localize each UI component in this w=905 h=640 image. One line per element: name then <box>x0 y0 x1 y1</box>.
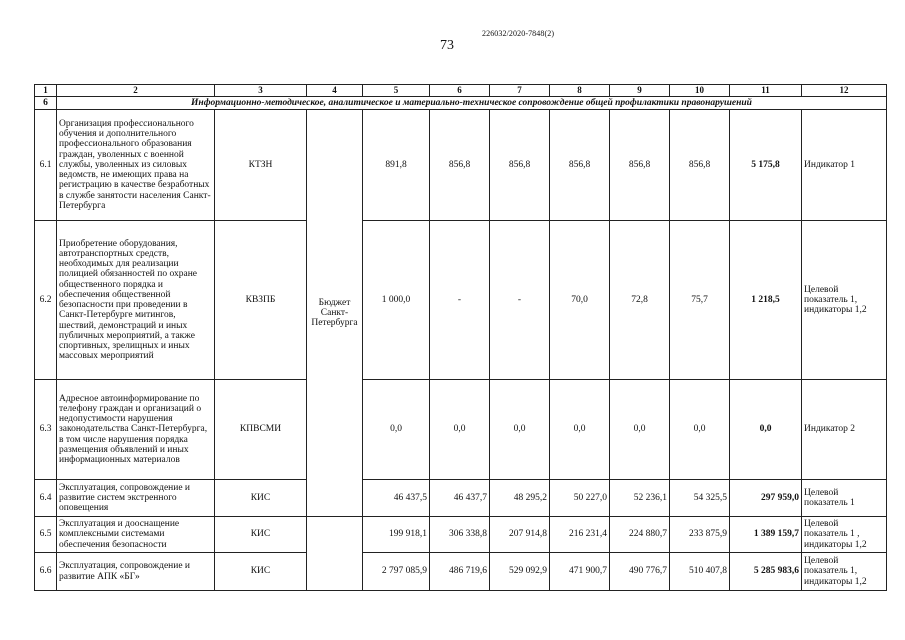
value-col7: 48 295,2 <box>490 480 550 517</box>
section-title: Информационно-методическое, аналитическое и материально-техническое сопровождение общей профилактики правонарушений <box>57 97 887 110</box>
value-col8: 50 227,0 <box>550 480 610 517</box>
row-number: 6.1 <box>35 110 57 221</box>
column-number-header-row <box>35 85 887 97</box>
value-col10: 75,7 <box>670 221 730 380</box>
row-number: 6.5 <box>35 517 57 553</box>
value-col8: 471 900,7 <box>550 553 610 591</box>
value-col6: - <box>430 221 490 380</box>
value-col8: 856,8 <box>550 110 610 221</box>
program-activities-table <box>34 84 887 591</box>
value-col6: 306 338,8 <box>430 517 490 553</box>
indicator: Целевой показатель 1 <box>802 480 887 517</box>
executor: КИС <box>215 517 307 553</box>
activity-description: Эксплуатация, сопровождение и развитие АПК «БГ» <box>57 553 215 591</box>
row-number: 6.4 <box>35 480 57 517</box>
document-registration-number: 226032/2020-7848(2) <box>482 29 555 38</box>
value-col9: 224 880,7 <box>610 517 670 553</box>
activity-description: Организация профессионального обучения и дополнительного профессионального образования граждан, уволенных с военной службы, уволенных из силовых ведомств, не имеющих права на регистрацию в качестве безработных в службе занятости населения Санкт-Петербурга <box>57 110 215 221</box>
column-header: 5 <box>363 85 430 97</box>
total-value: 5 175,8 <box>730 110 802 221</box>
column-header: 3 <box>215 85 307 97</box>
table-row <box>35 110 887 221</box>
activity-description: Приобретение оборудования, автотранспортных средств, необходимых для реализации полицией обязанностей по охране общественного порядка и обеспечения общественной безопасности при проведении в Санкт-Петербурге митингов, шествий, демонстраций и иных публичных мероприятий, а также спортивных, зрелищных и иных массовых мероприятий <box>57 221 215 380</box>
executor: КТЗН <box>215 110 307 221</box>
table-row <box>35 480 887 517</box>
column-header: 2 <box>57 85 215 97</box>
column-header: 4 <box>307 85 363 97</box>
value-col5: 199 918,1 <box>363 517 430 553</box>
table-row <box>35 553 887 591</box>
value-col10: 510 407,8 <box>670 553 730 591</box>
value-col6: 46 437,7 <box>430 480 490 517</box>
value-col8: 0,0 <box>550 380 610 480</box>
executor: КИС <box>215 480 307 517</box>
table-row <box>35 517 887 553</box>
page-number: 73 <box>440 38 454 53</box>
executor: КПВСМИ <box>215 380 307 480</box>
total-value: 297 959,0 <box>730 480 802 517</box>
total-value: 1 389 159,7 <box>730 517 802 553</box>
value-col9: 856,8 <box>610 110 670 221</box>
column-header: 9 <box>610 85 670 97</box>
funding-source-blank <box>307 517 363 591</box>
total-value: 0,0 <box>730 380 802 480</box>
value-col10: 54 325,5 <box>670 480 730 517</box>
column-header: 12 <box>802 85 887 97</box>
total-value: 5 285 983,6 <box>730 553 802 591</box>
indicator: Индикатор 2 <box>802 380 887 480</box>
row-number: 6.6 <box>35 553 57 591</box>
column-header: 1 <box>35 85 57 97</box>
value-col7: 0,0 <box>490 380 550 480</box>
funding-source: Бюджет Санкт-Петербурга <box>307 110 363 517</box>
value-col10: 0,0 <box>670 380 730 480</box>
value-col7: 529 092,9 <box>490 553 550 591</box>
value-col9: 52 236,1 <box>610 480 670 517</box>
value-col8: 216 231,4 <box>550 517 610 553</box>
value-col6: 856,8 <box>430 110 490 221</box>
table-row <box>35 221 887 380</box>
value-col9: 0,0 <box>610 380 670 480</box>
value-col5: 2 797 085,9 <box>363 553 430 591</box>
value-col9: 490 776,7 <box>610 553 670 591</box>
activity-description: Адресное автоинформирование по телефону граждан и организаций о недопустимости нарушения законодательства Санкт-Петербурга, в том числе нарушения порядка размещения объявлений и иных информационных материалов <box>57 380 215 480</box>
row-number: 6.2 <box>35 221 57 380</box>
column-header: 8 <box>550 85 610 97</box>
indicator: Целевой показатель 1, индикаторы 1,2 <box>802 553 887 591</box>
activity-description: Эксплуатация, сопровождение и развитие систем экстренного оповещения <box>57 480 215 517</box>
executor: КВЗПБ <box>215 221 307 380</box>
value-col7: 856,8 <box>490 110 550 221</box>
value-col7: 207 914,8 <box>490 517 550 553</box>
value-col9: 72,8 <box>610 221 670 380</box>
activity-description: Эксплуатация и дооснащение комплексными системами обеспечения безопасности <box>57 517 215 553</box>
value-col10: 233 875,9 <box>670 517 730 553</box>
value-col10: 856,8 <box>670 110 730 221</box>
table-row <box>35 380 887 480</box>
value-col6: 486 719,6 <box>430 553 490 591</box>
executor: КИС <box>215 553 307 591</box>
value-col6: 0,0 <box>430 380 490 480</box>
value-col7: - <box>490 221 550 380</box>
column-header: 6 <box>430 85 490 97</box>
row-number: 6.3 <box>35 380 57 480</box>
column-header: 11 <box>730 85 802 97</box>
value-col8: 70,0 <box>550 221 610 380</box>
total-value: 1 218,5 <box>730 221 802 380</box>
indicator: Целевой показатель 1 , индикаторы 1,2 <box>802 517 887 553</box>
value-col5: 0,0 <box>363 380 430 480</box>
section-row <box>35 97 887 110</box>
indicator: Индикатор 1 <box>802 110 887 221</box>
indicator: Целевой показатель 1, индикаторы 1,2 <box>802 221 887 380</box>
value-col5: 1 000,0 <box>363 221 430 380</box>
value-col5: 46 437,5 <box>363 480 430 517</box>
column-header: 10 <box>670 85 730 97</box>
section-number: 6 <box>35 97 57 110</box>
value-col5: 891,8 <box>363 110 430 221</box>
column-header: 7 <box>490 85 550 97</box>
